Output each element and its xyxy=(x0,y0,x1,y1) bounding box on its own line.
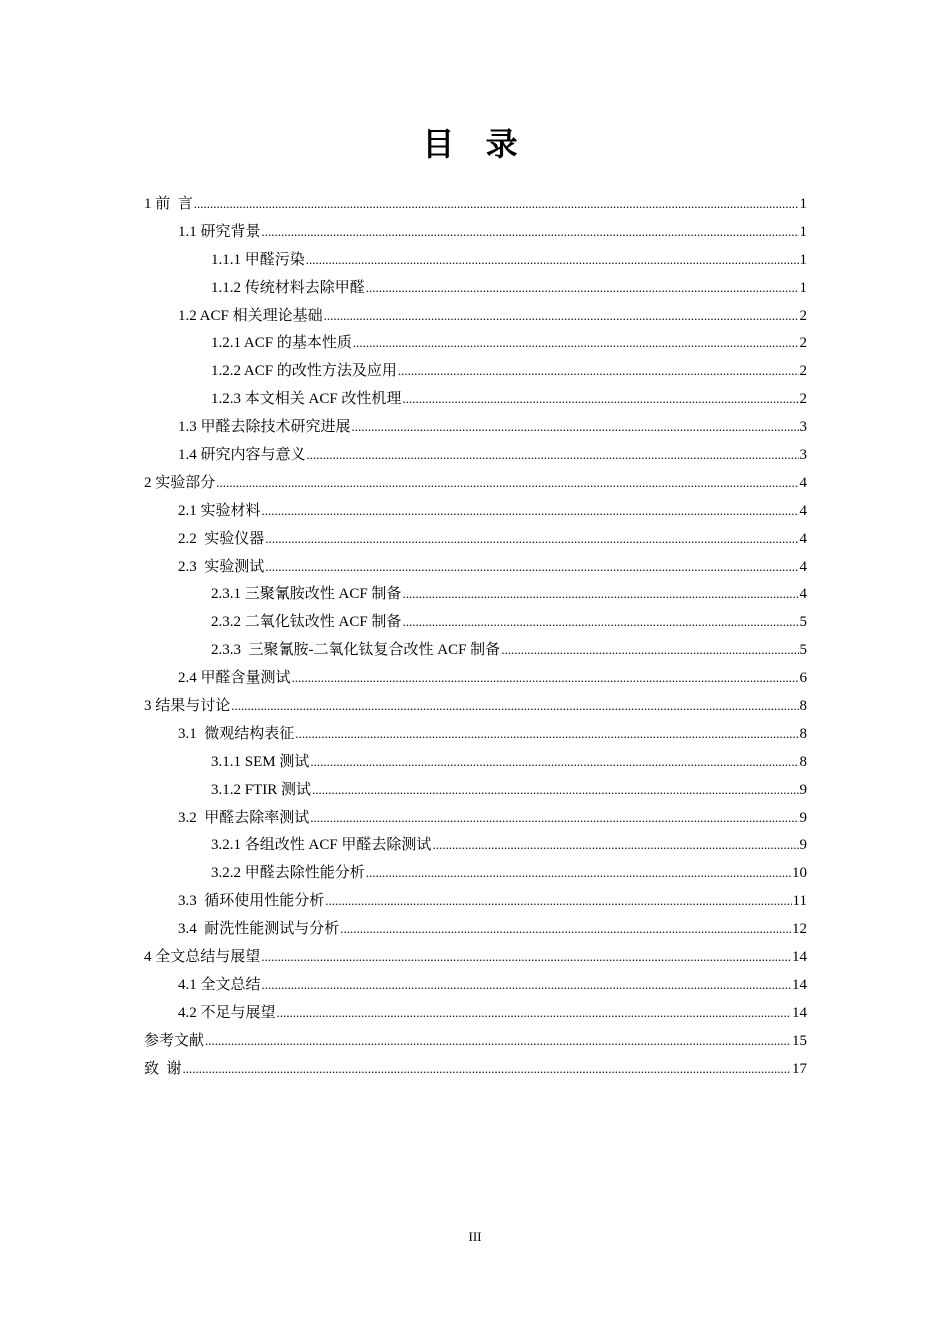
toc-entry-page: 4 xyxy=(799,530,807,547)
toc-entry-page: 4 xyxy=(799,558,807,575)
toc-leader-dots xyxy=(312,776,798,804)
toc-entry-title: 2.1 实验材料 xyxy=(178,502,261,519)
toc-entry[interactable] xyxy=(144,357,807,385)
toc-entry-page: 1 xyxy=(799,196,807,212)
toc-entry-title: 3 结果与讨论 xyxy=(144,698,231,715)
toc-entry-page: 9 xyxy=(799,837,807,854)
toc-entry-title: 1.2.2 ACF 的改性方法及应用 xyxy=(211,363,397,380)
toc-entry-page: 2 xyxy=(799,363,807,380)
toc-entry-title: 1.2.1 ACF 的基本性质 xyxy=(211,335,352,352)
toc-entry-page: 4 xyxy=(799,586,807,603)
toc-entry-title: 1.1 研究背景 xyxy=(178,223,261,240)
toc-leader-dots xyxy=(310,804,798,832)
page-title: 目 录 xyxy=(422,125,528,163)
toc-entry-title: 1.2.3 本文相关 ACF 改性机理 xyxy=(211,391,402,408)
toc-entry[interactable] xyxy=(144,664,807,692)
toc-entry-title: 1.2 ACF 相关理论基础 xyxy=(178,307,323,324)
toc-entry-title: 4.1 全文总结 xyxy=(178,976,261,993)
toc-entry[interactable] xyxy=(144,1055,807,1083)
toc-entry-page: 15 xyxy=(792,1032,807,1049)
toc-entry-title: 2.3.2 二氧化钛改性 ACF 制备 xyxy=(211,614,402,631)
toc-leader-dots xyxy=(277,999,791,1027)
toc-entry[interactable] xyxy=(144,748,807,776)
toc-leader-dots xyxy=(398,357,799,385)
toc-leader-dots xyxy=(231,692,798,720)
toc-entry-title: 2 实验部分 xyxy=(144,474,216,491)
toc-leader-dots xyxy=(366,274,799,302)
toc-entry[interactable] xyxy=(144,915,807,943)
toc-leader-dots xyxy=(324,302,799,330)
toc-entry-title: 3.1.2 FTIR 测试 xyxy=(211,781,312,798)
toc-leader-dots xyxy=(261,943,791,971)
toc-leader-dots xyxy=(310,748,798,776)
toc-entry[interactable] xyxy=(144,804,807,832)
page-number: III xyxy=(468,1229,482,1244)
toc-leader-dots xyxy=(432,831,798,859)
toc-leader-dots xyxy=(265,525,798,553)
toc-entry-page: 14 xyxy=(792,1004,807,1021)
toc-entry-page: 6 xyxy=(799,670,807,687)
toc-entry-title: 致 谢 xyxy=(144,1060,182,1077)
toc-entry-page: 8 xyxy=(799,753,807,770)
toc-leader-dots xyxy=(265,553,798,581)
toc-leader-dots xyxy=(325,887,791,915)
toc-entry-page: 3 xyxy=(799,447,807,464)
toc-leader-dots xyxy=(340,915,791,943)
toc-entry-title: 3.2.2 甲醛去除性能分析 xyxy=(211,865,365,882)
toc-entry-page: 3 xyxy=(799,419,807,436)
toc-entry-title: 3.2.1 各组改性 ACF 甲醛去除测试 xyxy=(211,837,432,854)
toc-leader-dots xyxy=(402,580,798,608)
toc-entry[interactable] xyxy=(144,859,807,887)
toc-entry-page: 8 xyxy=(799,698,807,715)
toc-entry-title: 1.1.1 甲醛污染 xyxy=(211,251,305,268)
toc-entry-title: 3.3 循环使用性能分析 xyxy=(178,893,325,910)
toc-leader-dots xyxy=(205,1027,791,1055)
toc-leader-dots xyxy=(306,246,799,274)
toc-entry[interactable] xyxy=(144,608,807,636)
toc-entry[interactable] xyxy=(144,943,807,971)
toc-entry[interactable] xyxy=(144,246,807,274)
toc-entry[interactable] xyxy=(144,274,807,302)
toc-entry-page: 2 xyxy=(799,391,807,408)
toc-entry-page: 2 xyxy=(799,307,807,324)
toc-entry[interactable] xyxy=(144,525,807,553)
toc-leader-dots xyxy=(402,385,798,413)
toc-leader-dots xyxy=(292,664,799,692)
toc-entry-page: 4 xyxy=(799,502,807,519)
toc-entry-page: 17 xyxy=(792,1060,807,1077)
toc-entry[interactable] xyxy=(144,385,807,413)
toc-leader-dots xyxy=(402,608,798,636)
toc-entry-page: 11 xyxy=(792,893,807,910)
table-of-contents xyxy=(144,190,807,1083)
toc-entry-title: 2.3 实验测试 xyxy=(178,558,265,575)
toc-leader-dots xyxy=(183,1055,791,1083)
toc-entry[interactable] xyxy=(144,692,807,720)
toc-entry-page: 5 xyxy=(799,614,807,631)
toc-entry[interactable] xyxy=(144,887,807,915)
toc-entry-title: 4 全文总结与展望 xyxy=(144,949,261,966)
toc-entry[interactable] xyxy=(144,441,807,469)
toc-entry[interactable] xyxy=(144,553,807,581)
toc-entry[interactable] xyxy=(144,1027,807,1055)
toc-leader-dots xyxy=(295,720,798,748)
toc-entry-page: 8 xyxy=(799,725,807,742)
toc-entry-page: 2 xyxy=(799,335,807,352)
toc-entry-page: 14 xyxy=(792,949,807,966)
toc-entry-title: 2.3.3 三聚氰胺-二氧化钛复合改性 ACF 制备 xyxy=(211,642,501,659)
toc-entry-page: 9 xyxy=(799,809,807,826)
toc-entry-page: 1 xyxy=(799,251,807,268)
toc-entry-page: 1 xyxy=(799,223,807,240)
toc-entry-title: 参考文献 xyxy=(144,1032,205,1049)
toc-leader-dots xyxy=(366,859,791,887)
toc-entry[interactable] xyxy=(144,413,807,441)
toc-entry[interactable] xyxy=(144,971,807,999)
toc-leader-dots xyxy=(501,636,798,664)
toc-entry-page: 12 xyxy=(792,921,807,938)
toc-leader-dots xyxy=(262,218,799,246)
toc-entry[interactable] xyxy=(144,999,807,1027)
toc-entry-title: 1.1.2 传统材料去除甲醛 xyxy=(211,279,365,296)
toc-entry[interactable] xyxy=(144,831,807,859)
toc-entry-title: 1.4 研究内容与意义 xyxy=(178,447,306,464)
toc-leader-dots xyxy=(352,413,799,441)
toc-entry[interactable] xyxy=(144,636,807,664)
toc-entry-title: 3.2 甲醛去除率测试 xyxy=(178,809,310,826)
toc-entry[interactable] xyxy=(144,720,807,748)
toc-entry[interactable] xyxy=(144,580,807,608)
toc-entry-page: 10 xyxy=(792,865,807,882)
toc-entry[interactable] xyxy=(144,329,807,357)
toc-leader-dots xyxy=(262,497,799,525)
toc-entry-page: 1 xyxy=(799,279,807,296)
toc-entry[interactable] xyxy=(144,497,807,525)
toc-entry[interactable] xyxy=(144,190,807,218)
toc-leader-dots xyxy=(194,190,799,218)
toc-entry-title: 3.1.1 SEM 测试 xyxy=(211,753,310,770)
toc-entry[interactable] xyxy=(144,469,807,497)
toc-leader-dots xyxy=(307,441,799,469)
toc-leader-dots xyxy=(353,329,799,357)
toc-leader-dots xyxy=(262,971,791,999)
toc-entry[interactable] xyxy=(144,302,807,330)
toc-entry-page: 4 xyxy=(799,474,807,491)
toc-entry[interactable] xyxy=(144,776,807,804)
toc-entry-title: 2.3.1 三聚氰胺改性 ACF 制备 xyxy=(211,586,402,603)
toc-entry-page: 14 xyxy=(792,976,807,993)
toc-entry-page: 5 xyxy=(799,642,807,659)
toc-entry-title: 2.2 实验仪器 xyxy=(178,530,265,547)
toc-entry-title: 2.4 甲醛含量测试 xyxy=(178,670,291,687)
toc-entry-title: 3.1 微观结构表征 xyxy=(178,725,295,742)
toc-entry-title: 1.3 甲醛去除技术研究进展 xyxy=(178,419,351,436)
toc-leader-dots xyxy=(216,469,798,497)
toc-entry-title: 3.4 耐洗性能测试与分析 xyxy=(178,921,340,938)
toc-entry-title: 1 前 言 xyxy=(144,196,193,212)
toc-entry-title: 4.2 不足与展望 xyxy=(178,1004,276,1021)
toc-entry[interactable] xyxy=(144,218,807,246)
toc-entry-page: 9 xyxy=(799,781,807,798)
